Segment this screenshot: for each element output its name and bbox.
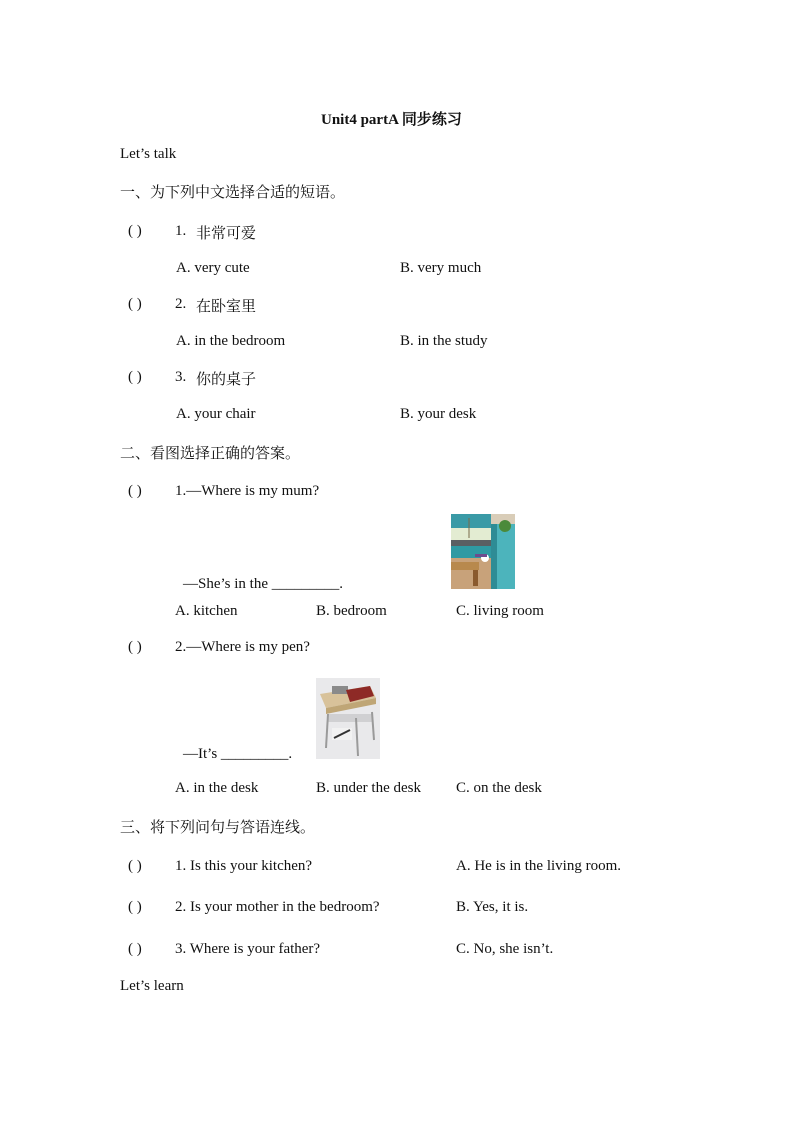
- answer-blank: ( ): [128, 858, 142, 874]
- desk-with-pen-picture: [316, 678, 380, 759]
- question-prompt: 非常可爱: [196, 224, 257, 242]
- answer-blank: ( ): [128, 369, 142, 385]
- option-a: A. your chair: [176, 406, 256, 422]
- question-number: 2.: [175, 296, 187, 312]
- option-a: A. very cute: [176, 260, 250, 276]
- question-text: 2.—Where is my pen?: [175, 639, 310, 655]
- question-prompt: 在卧室里: [196, 297, 257, 315]
- answer-blank: ( ): [128, 941, 142, 957]
- section-lets-talk: Let’s talk: [120, 146, 177, 162]
- match-question: 1. Is this your kitchen?: [175, 858, 313, 874]
- kitchen-picture: [451, 514, 515, 589]
- answer-blank: ( ): [128, 483, 142, 499]
- question-prompt: 你的桌子: [196, 370, 257, 388]
- match-answer: A. He is in the living room.: [456, 858, 621, 874]
- match-answer: B. Yes, it is.: [456, 899, 529, 915]
- question-number: 1.: [175, 223, 187, 239]
- option-b: B. in the study: [400, 333, 488, 349]
- option-a: A. kitchen: [175, 603, 238, 619]
- match-answer: C. No, she isn’t.: [456, 941, 554, 957]
- question-number: 3.: [175, 369, 187, 385]
- answer-blank: ( ): [128, 899, 142, 915]
- option-b: B. very much: [400, 260, 482, 276]
- option-a: A. in the desk: [175, 780, 259, 796]
- page-title: Unit4 partA 同步练习: [321, 112, 462, 128]
- option-c: C. living room: [456, 603, 544, 619]
- part3-heading: 三、将下列问句与答语连线。: [120, 818, 316, 836]
- answer-blank: ( ): [128, 223, 142, 239]
- part1-heading: 一、为下列中文选择合适的短语。: [120, 183, 346, 201]
- option-c: C. on the desk: [456, 780, 542, 796]
- question-text: 1.—Where is my mum?: [175, 483, 320, 499]
- answer-blank: ( ): [128, 639, 142, 655]
- answer-sentence: —She’s in the _________.: [183, 576, 343, 592]
- section-lets-learn: Let’s learn: [120, 978, 184, 994]
- answer-blank: ( ): [128, 296, 142, 312]
- match-question: 2. Is your mother in the bedroom?: [175, 899, 380, 915]
- option-b: B. your desk: [400, 406, 477, 422]
- match-question: 3. Where is your father?: [175, 941, 321, 957]
- option-a: A. in the bedroom: [176, 333, 286, 349]
- part2-heading: 二、看图选择正确的答案。: [120, 444, 301, 462]
- answer-sentence: —It’s _________.: [183, 746, 293, 762]
- option-b: B. under the desk: [316, 780, 421, 796]
- option-b: B. bedroom: [316, 603, 387, 619]
